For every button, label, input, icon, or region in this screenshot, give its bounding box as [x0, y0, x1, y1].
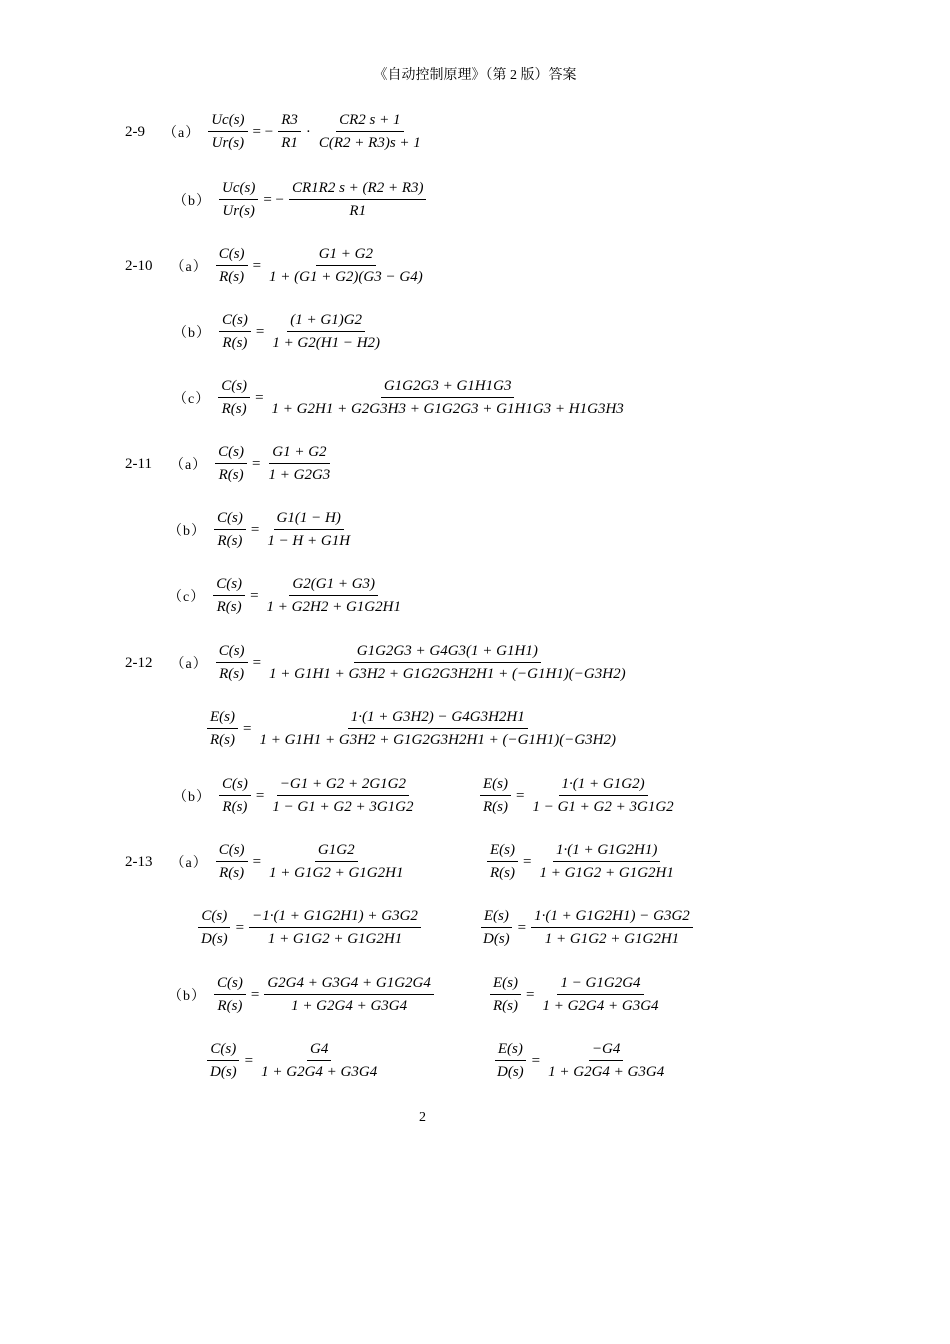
part-label: （b）: [173, 194, 211, 209]
rhs-fraction: $\frac{R3}{R1}$: [278, 112, 301, 152]
rhs-fraction: $\frac{CR2 s + 1}{C(R2 + R3)s + 1}$: [318, 112, 421, 151]
equation-2-11a: 2-11 （a） $\frac{C(s)}{R(s)}$ = $\frac{G1 + G2}{1 + G2G3}$: [125, 444, 331, 483]
equation-2-13b-cd: $\frac{C(s)}{D(s)}$ = $\frac{G4}{1 + G2G4 + G3G4}$: [205, 1041, 382, 1081]
part-label: （a）: [163, 126, 201, 141]
equation-2-12b-e: $\frac{E(s)}{R(s)}$ = $\frac{1\cdot(1 + G1G2)}{1 - G1 + G2 + 3G1G2}$: [478, 776, 679, 816]
page-header: 《自动控制原理》（第 2 版）答案: [373, 68, 577, 83]
equation-2-13a-ed: $\frac{E(s)}{D(s)}$ = $\frac{1\cdot(1 + G1G2H1) - G3G2}{1 + G1G2 + G1G2H1}$: [478, 908, 695, 948]
equation-2-13a-er: $\frac{E(s)}{R(s)}$ = $\frac{1\cdot(1 + G1G2H1)}{1 + G1G2 + G1G2H1}$: [485, 842, 679, 882]
problem-number: 2-9: [125, 123, 145, 140]
equation-2-9b: （b） $\frac{Uc(s)}{Ur(s)}$ = − $\frac{CR1R2 s + (R2 + R3)}{R1}$: [173, 180, 428, 220]
equation-2-13b-ed: $\frac{E(s)}{D(s)}$ = $\frac{-G4}{1 + G2G4 + G3G4}$: [492, 1041, 669, 1081]
equation-2-10c: （c） $\frac{C(s)}{R(s)}$ = $\frac{G1G2G3 + G1H1G3}{1 + G2H1 + G2G3H3 + G1G2G3 + G1H1G3 + H1G3H3}$: [173, 378, 624, 417]
equation-2-11c: （c） $\frac{C(s)}{R(s)}$ = $\frac{G2(G1 + G3)}{1 + G2H2 + G1G2H1}$: [168, 576, 401, 615]
equation-2-9a: 2-9 （a） $\frac{Uc(s)}{Ur(s)}$ = − $\frac{R3}{R1}$ · $\frac{CR2 s + 1}{C(R2 + R3)s + 1}$: [125, 112, 426, 152]
equation-2-12a-e: $\frac{E(s)}{R(s)}$ = $\frac{1\cdot(1 + G3H2) - G4G3H2H1}{1 + G1H1 + G3H2 + G1G2G3H2H1 + (-G1H1)(-G3H2)}$: [205, 709, 621, 749]
equation-2-10b: （b） $\frac{C(s)}{R(s)}$ = $\frac{(1 + G1)G2}{1 + G2(H1 - H2)}$: [173, 312, 381, 351]
equation-2-13b-cr: （b） $\frac{C(s)}{R(s)}$ = $\frac{G2G4 + G3G4 + G1G2G4}{1 + G2G4 + G3G4}$: [168, 975, 436, 1015]
equation-2-10a: 2-10 （a） $\frac{C(s)}{R(s)}$ = $\frac{G1 + G2}{1 + (G1 + G2)(G3 - G4)}$: [125, 246, 423, 285]
equation-2-13a-cd: $\frac{C(s)}{D(s)}$ = $\frac{-1\cdot(1 + G1G2H1) + G3G2}{1 + G1G2 + G1G2H1}$: [196, 908, 423, 948]
equation-2-13b-er: $\frac{E(s)}{R(s)}$ = $\frac{1 - G1G2G4}{1 + G2G4 + G3G4}$: [488, 975, 664, 1015]
equation-2-11b: （b） $\frac{C(s)}{R(s)}$ = $\frac{G1(1 - H)}{1 - H + G1H}$: [168, 510, 351, 549]
equation-2-12a-c: 2-12 （a） $\frac{C(s)}{R(s)}$ = $\frac{G1G2G3 + G4G3(1 + G1H1)}{1 + G1H1 + G3H2 + G1G2G3H2H1 + (-G1H1)(-G3H2)}$: [125, 643, 626, 682]
lhs-fraction: $\frac{Uc(s)}{Ur(s)}$: [208, 112, 247, 152]
equation-2-12b-c: （b） $\frac{C(s)}{R(s)}$ = $\frac{-G1 + G2 + 2G1G2}{1 - G1 + G2 + 3G1G2}$: [173, 776, 414, 815]
page-number: 2: [419, 1110, 426, 1125]
equation-2-13a-cr: 2-13 （a） $\frac{C(s)}{R(s)}$ = $\frac{G1G2}{1 + G1G2 + G1G2H1}$: [125, 842, 404, 881]
